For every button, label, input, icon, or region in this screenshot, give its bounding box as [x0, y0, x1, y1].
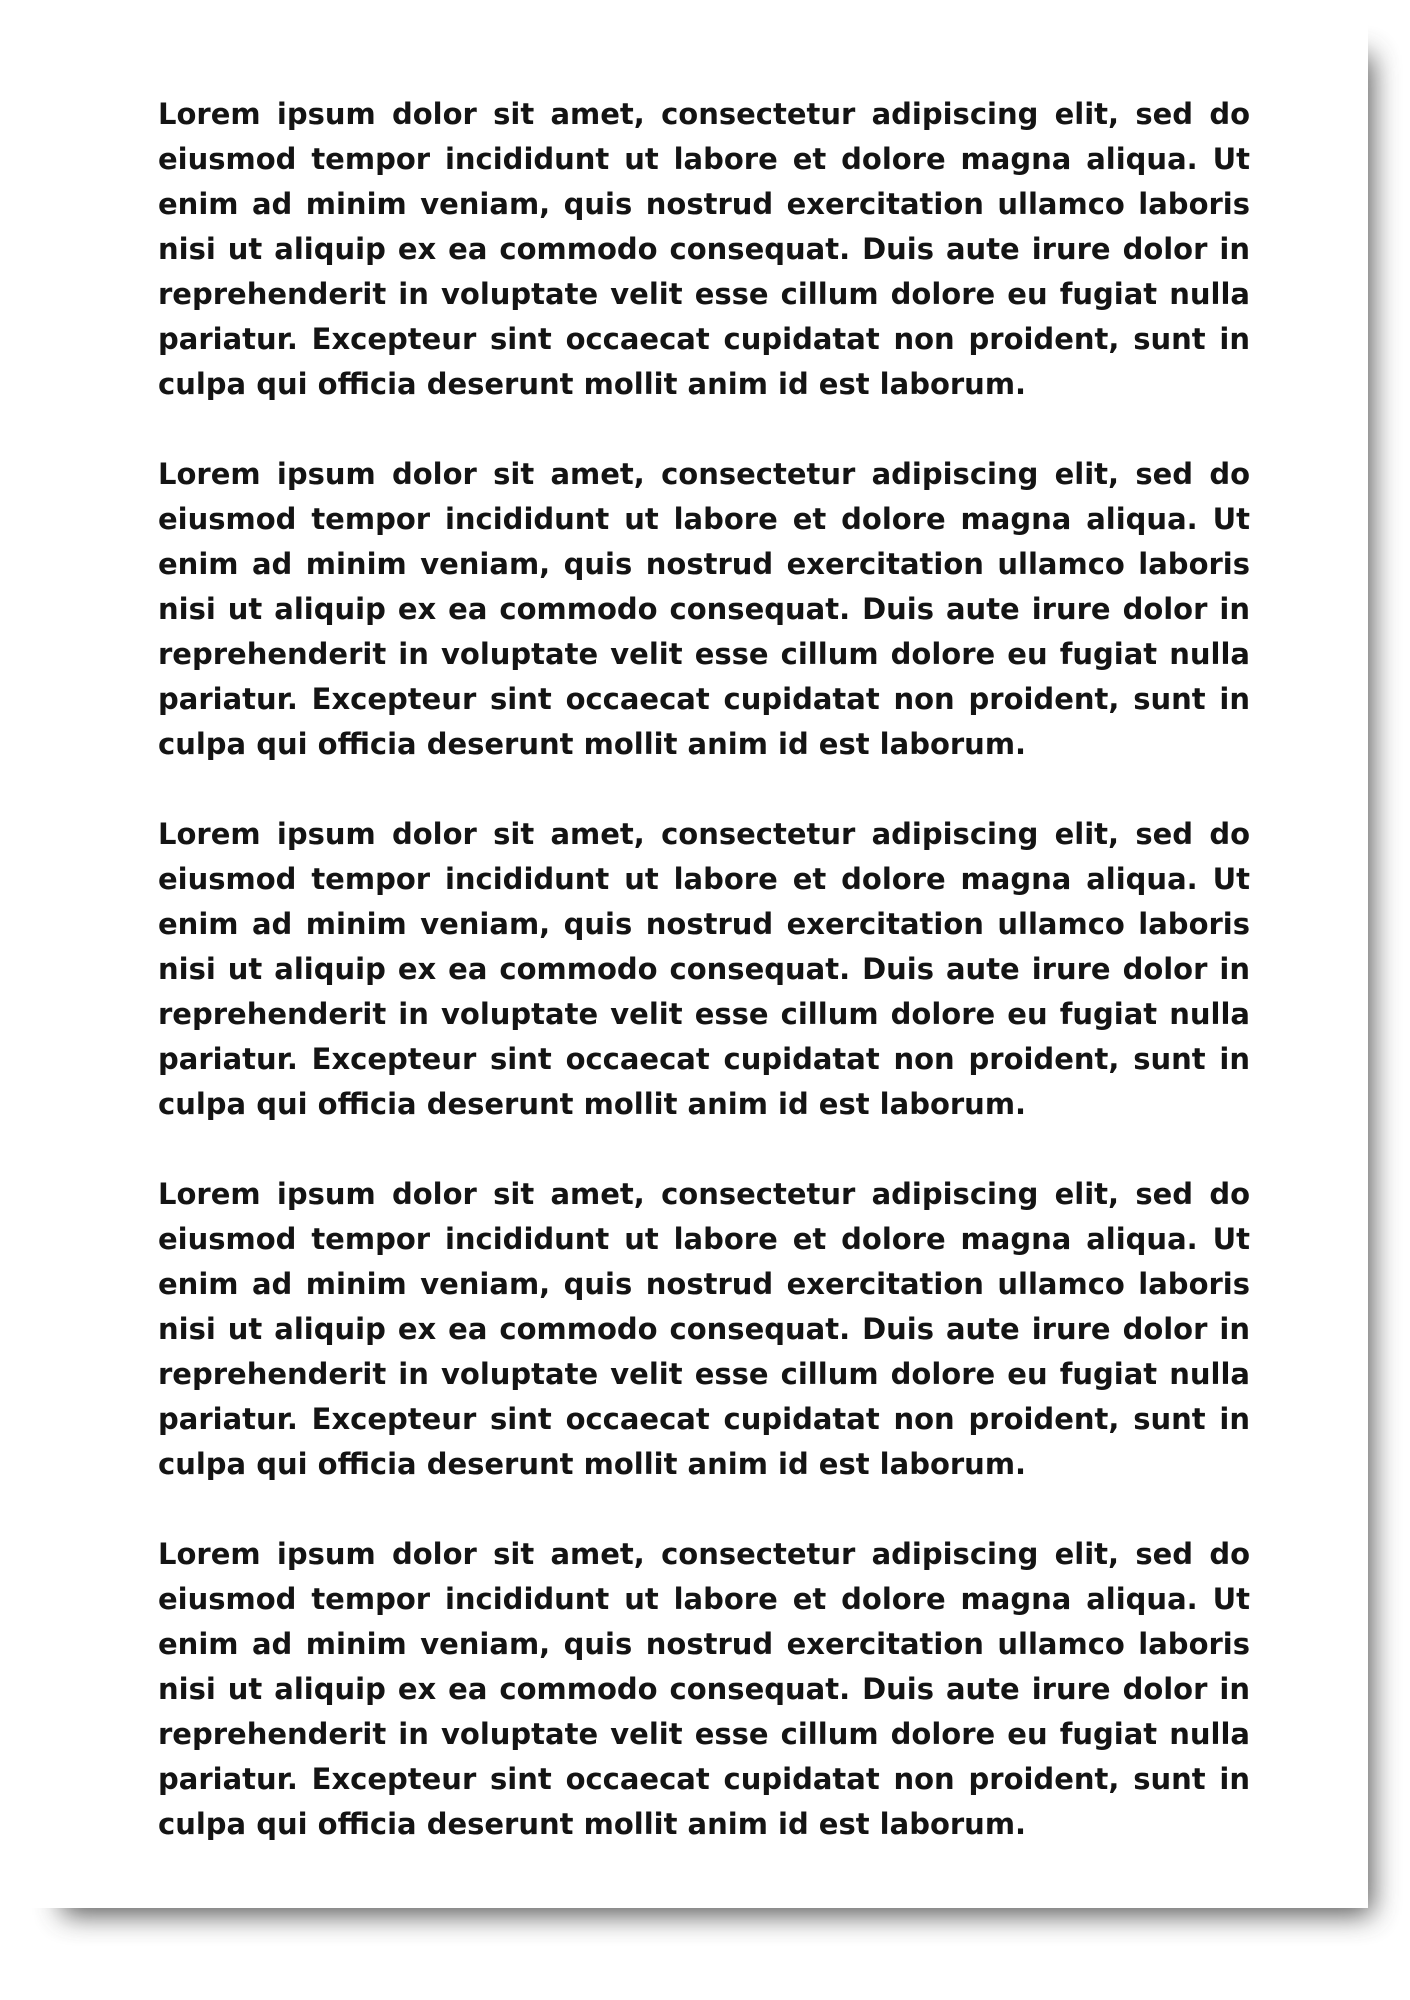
paragraph-3: Lorem ipsum dolor sit amet, consectetur adipiscing elit, sed do eiusmod tempor incididunt ut labore et dolore magna aliqua. Ut enim ad minim veniam, quis nostrud exercitation ullamco laboris nisi ut aliquip ex ea commodo consequat. Duis aute irure dolor in reprehenderit in voluptate velit esse cillum dolore eu fugiat nulla pariatur. Excepteur sint occaecat cupidatat non proident, sunt in culpa qui officia deserunt mollit anim id est laborum.: [158, 817, 1250, 1121]
paragraph-4: Lorem ipsum dolor sit amet, consectetur adipiscing elit, sed do eiusmod tempor incididunt ut labore et dolore magna aliqua. Ut enim ad minim veniam, quis nostrud exercitation ullamco laboris nisi ut aliquip ex ea commodo consequat. Duis aute irure dolor in reprehenderit in voluptate velit esse cillum dolore eu fugiat nulla pariatur. Excepteur sint occaecat cupidatat non proident, sunt in culpa qui officia deserunt mollit anim id est laborum.: [158, 1177, 1250, 1481]
paragraph-1: Lorem ipsum dolor sit amet, consectetur adipiscing elit, sed do eiusmod tempor incididunt ut labore et dolore magna aliqua. Ut enim ad minim veniam, quis nostrud exercitation ullamco laboris nisi ut aliquip ex ea commodo consequat. Duis aute irure dolor in reprehenderit in voluptate velit esse cillum dolore eu fugiat nulla pariatur. Excepteur sint occaecat cupidatat non proident, sunt in culpa qui officia deserunt mollit anim id est laborum.: [158, 97, 1250, 401]
paragraph-5: Lorem ipsum dolor sit amet, consectetur adipiscing elit, sed do eiusmod tempor incididunt ut labore et dolore magna aliqua. Ut enim ad minim veniam, quis nostrud exercitation ullamco laboris nisi ut aliquip ex ea commodo consequat. Duis aute irure dolor in reprehenderit in voluptate velit esse cillum dolore eu fugiat nulla pariatur. Excepteur sint occaecat cupidatat non proident, sunt in culpa qui officia deserunt mollit anim id est laborum.: [158, 1537, 1250, 1841]
paragraph-2: Lorem ipsum dolor sit amet, consectetur adipiscing elit, sed do eiusmod tempor incididunt ut labore et dolore magna aliqua. Ut enim ad minim veniam, quis nostrud exercitation ullamco laboris nisi ut aliquip ex ea commodo consequat. Duis aute irure dolor in reprehenderit in voluptate velit esse cillum dolore eu fugiat nulla pariatur. Excepteur sint occaecat cupidatat non proident, sunt in culpa qui officia deserunt mollit anim id est laborum.: [158, 457, 1250, 761]
document-body: [158, 92, 1250, 1847]
